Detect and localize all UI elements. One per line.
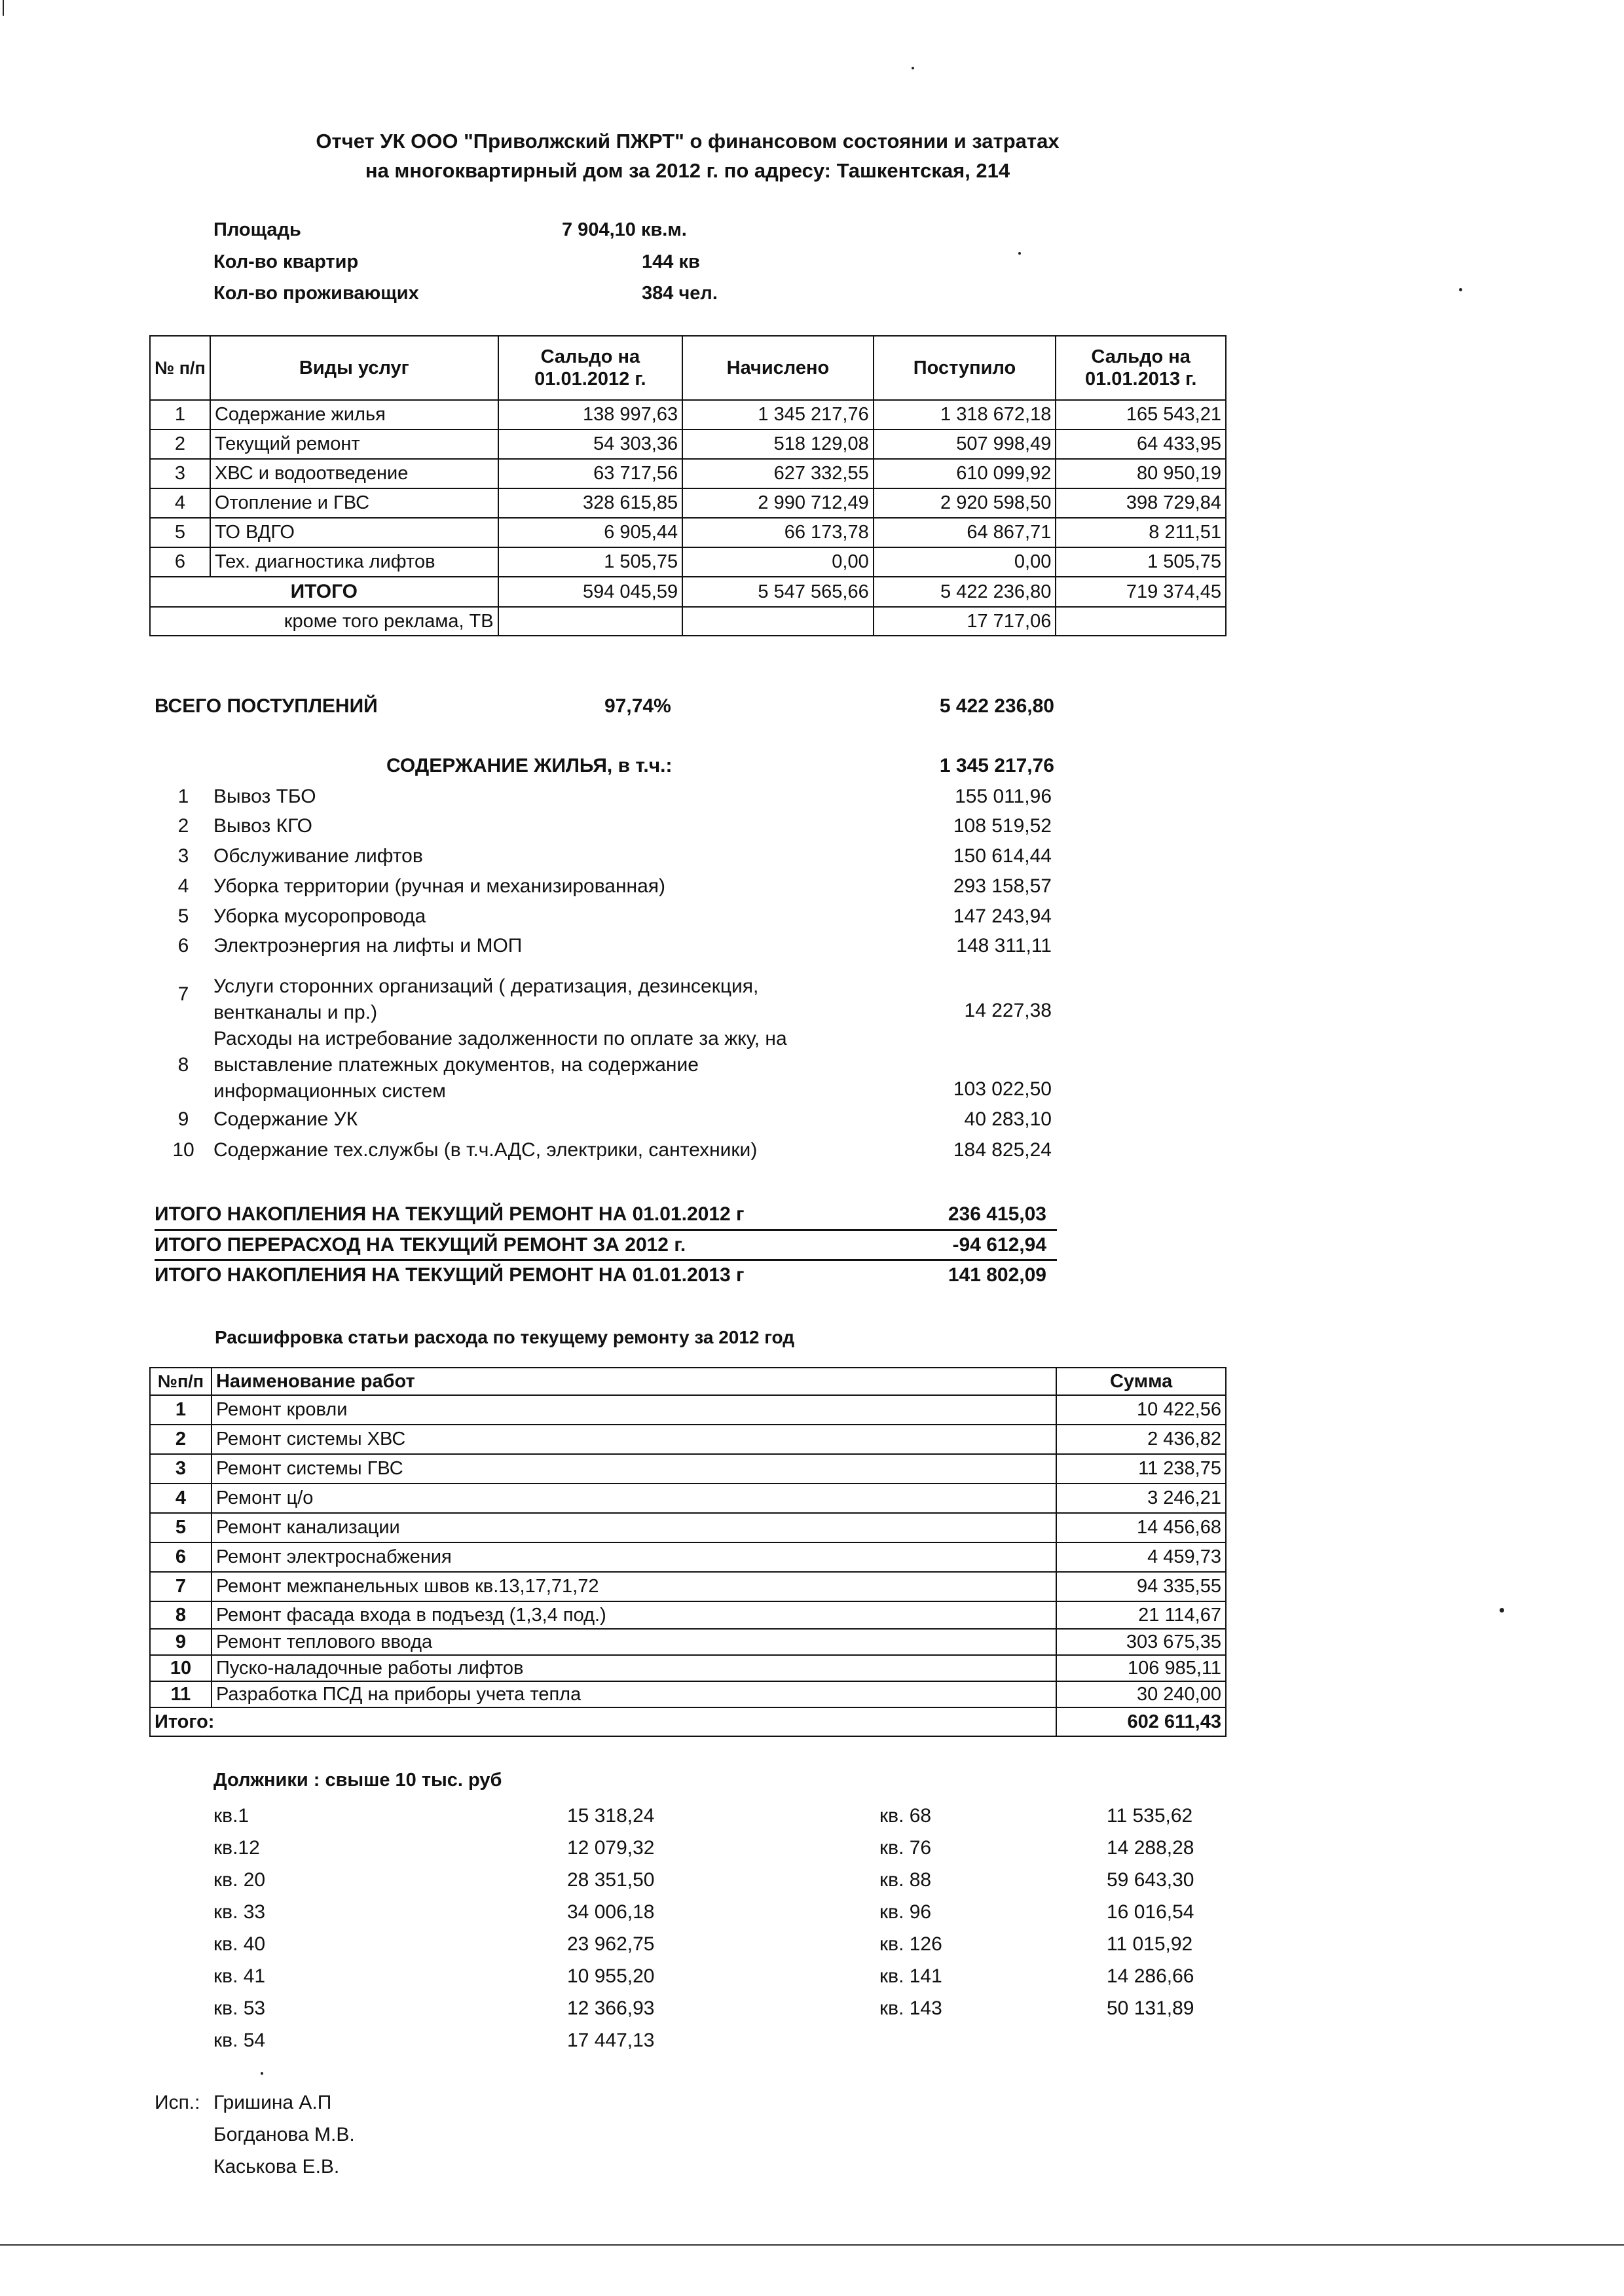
row-sum: 3 246,21 (1056, 1484, 1226, 1513)
item-amount: 148 311,11 (956, 935, 1052, 957)
extra-label: кроме того реклама, ТВ (150, 607, 498, 636)
executor-name: Богданова М.В. (213, 2124, 355, 2145)
table-row (150, 1454, 1226, 1484)
debtor-apartment: кв. 88 (879, 1869, 932, 1891)
debtor-apartment: кв.12 (213, 1837, 260, 1859)
col-header-service: Виды услуг (210, 336, 498, 400)
item-name: Содержание УК (213, 1108, 358, 1130)
item-num: 9 (177, 1108, 189, 1130)
row-saldo-start: 6 905,44 (498, 518, 683, 547)
debtor-amount: 15 318,24 (567, 1805, 655, 1827)
row-service: Содержание жилья (210, 400, 498, 429)
total-charged: 5 547 565,66 (682, 577, 874, 607)
table-row (150, 1395, 1226, 1425)
item-amount: 184 825,24 (953, 1139, 1052, 1161)
report-title-line2: на многоквартирный дом за 2012 г. по адресу: Ташкентская, 214 (365, 159, 1010, 182)
debtor-apartment: кв.1 (213, 1805, 249, 1827)
row-saldo-end: 64 433,95 (1056, 429, 1226, 459)
debtor-amount: 11 535,62 (1107, 1805, 1193, 1827)
debtor-apartment: кв. 96 (879, 1901, 932, 1923)
table-row (150, 1484, 1226, 1513)
item-amount: 40 283,10 (964, 1108, 1052, 1130)
debtor-apartment: кв. 141 (879, 1965, 942, 1987)
debtor-apartment: кв. 41 (213, 1965, 266, 1987)
row-saldo-end: 1 505,75 (1056, 547, 1226, 577)
item-amount: 14 227,38 (964, 1000, 1052, 1021)
item-num: 1 (177, 786, 189, 807)
item-name-line2: вентканалы и пр.) (213, 1002, 378, 1023)
item-name: Вывоз ТБО (213, 786, 316, 807)
table-row (150, 1601, 1226, 1629)
col-header-saldo-end: Сальдо на 01.01.2013 г. (1056, 336, 1226, 400)
table-row (150, 518, 1226, 547)
row-work: Ремонт кровли (212, 1395, 1056, 1425)
repair-summary-label: ИТОГО ПЕРЕРАСХОД НА ТЕКУЩИЙ РЕМОНТ ЗА 2012 г. (155, 1234, 686, 1256)
row-sum: 21 114,67 (1056, 1601, 1226, 1629)
repair-total-label: Итого: (150, 1707, 1056, 1736)
col-header-received: Поступило (874, 336, 1056, 400)
info-residents-value: 384 чел. (642, 283, 718, 304)
services-extra-row (150, 607, 1226, 636)
row-work: Ремонт системы ГВС (212, 1454, 1056, 1484)
executors-label: Исп.: (155, 2092, 200, 2113)
col-header-num: №п/п (150, 1368, 212, 1395)
repair-summary-amount: 236 415,03 (948, 1203, 1046, 1225)
maintenance-total: 1 345 217,76 (939, 755, 1054, 776)
row-num: 4 (150, 488, 210, 518)
row-sum: 106 985,11 (1056, 1655, 1226, 1681)
table-row (150, 547, 1226, 577)
repair-summary-label: ИТОГО НАКОПЛЕНИЯ НА ТЕКУЩИЙ РЕМОНТ НА 01.01.2012 г (155, 1203, 745, 1225)
row-saldo-start: 63 717,56 (498, 459, 683, 488)
row-saldo-start: 138 997,63 (498, 400, 683, 429)
scan-edge-mark (3, 0, 4, 16)
row-received: 0,00 (874, 547, 1056, 577)
row-saldo-start: 54 303,36 (498, 429, 683, 459)
repair-summary-amount: 141 802,09 (948, 1264, 1046, 1286)
row-received: 64 867,71 (874, 518, 1056, 547)
table-row (150, 1629, 1226, 1655)
item-name: Уборка мусоропровода (213, 905, 426, 927)
debtor-amount: 17 447,13 (567, 2030, 655, 2051)
debtor-apartment: кв. 20 (213, 1869, 266, 1891)
item-amount: 155 011,96 (955, 786, 1052, 807)
debtor-apartment: кв. 33 (213, 1901, 266, 1923)
table-row (150, 400, 1226, 429)
debtor-amount: 34 006,18 (567, 1901, 655, 1923)
table-row (150, 1681, 1226, 1707)
executor-name: Каськова Е.В. (213, 2156, 340, 2178)
row-charged: 518 129,08 (682, 429, 874, 459)
item-name-line1: Расходы на истребование задолженности по оплате за жку, на (213, 1028, 787, 1049)
row-charged: 627 332,55 (682, 459, 874, 488)
row-sum: 94 335,55 (1056, 1572, 1226, 1601)
debtor-amount: 16 016,54 (1107, 1901, 1194, 1923)
total-receipts-amount: 5 422 236,80 (939, 695, 1054, 717)
debtors-heading: Должники : свыше 10 тыс. руб (213, 1770, 502, 1791)
row-num: 7 (150, 1572, 212, 1601)
item-num: 8 (177, 1054, 189, 1076)
row-sum: 10 422,56 (1056, 1395, 1226, 1425)
row-work: Ремонт канализации (212, 1513, 1056, 1542)
debtor-apartment: кв. 68 (879, 1805, 932, 1827)
row-service: Отопление и ГВС (210, 488, 498, 518)
total-receipts-percent: 97,74% (604, 695, 671, 717)
repair-header-row (150, 1368, 1226, 1395)
row-num: 8 (150, 1601, 212, 1629)
table-row (150, 1572, 1226, 1601)
row-received: 610 099,92 (874, 459, 1056, 488)
row-work: Ремонт теплового ввода (212, 1629, 1056, 1655)
services-table (149, 335, 1227, 636)
item-num: 2 (177, 815, 189, 837)
row-sum: 303 675,35 (1056, 1629, 1226, 1655)
repair-total-row (150, 1707, 1226, 1736)
item-name-line1: Услуги сторонних организаций ( дератизация, дезинсекция, (213, 975, 759, 997)
item-name-line2: выставление платежных документов, на содержание (213, 1054, 699, 1076)
item-num: 5 (177, 905, 189, 927)
row-received: 2 920 598,50 (874, 488, 1056, 518)
debtor-apartment: кв. 40 (213, 1933, 266, 1955)
scan-speck (1018, 252, 1021, 255)
row-num: 6 (150, 1542, 212, 1572)
scan-speck (261, 2072, 263, 2075)
row-work: Ремонт ц/о (212, 1484, 1056, 1513)
col-header-num: № п/п (150, 336, 210, 400)
debtor-amount: 12 366,93 (567, 1997, 655, 2019)
row-service: ТО ВДГО (210, 518, 498, 547)
table-row (150, 1513, 1226, 1542)
col-header-charged: Начислено (682, 336, 874, 400)
table-row (150, 488, 1226, 518)
repair-summary-amount: -94 612,94 (952, 1234, 1046, 1256)
item-num: 7 (177, 983, 189, 1005)
info-apartments-value: 144 кв (642, 251, 700, 272)
row-charged: 2 990 712,49 (682, 488, 874, 518)
row-saldo-start: 1 505,75 (498, 547, 683, 577)
row-num: 3 (150, 1454, 212, 1484)
row-charged: 66 173,78 (682, 518, 874, 547)
row-charged: 0,00 (682, 547, 874, 577)
executor-name: Гришина А.П (213, 2092, 332, 2113)
debtor-apartment: кв. 53 (213, 1997, 266, 2019)
services-total-row (150, 577, 1226, 607)
row-service: Текущий ремонт (210, 429, 498, 459)
row-work: Разработка ПСД на приборы учета тепла (212, 1681, 1056, 1707)
row-saldo-end: 165 543,21 (1056, 400, 1226, 429)
row-num: 10 (150, 1655, 212, 1681)
row-received: 1 318 672,18 (874, 400, 1056, 429)
info-area-label: Площадь (213, 219, 301, 240)
row-num: 4 (150, 1484, 212, 1513)
item-num: 3 (177, 845, 189, 867)
row-work: Ремонт системы ХВС (212, 1425, 1056, 1454)
services-header-row (150, 336, 1226, 400)
row-sum: 11 238,75 (1056, 1454, 1226, 1484)
col-header-saldo-start: Сальдо на 01.01.2012 г. (498, 336, 683, 400)
row-work: Ремонт фасада входа в подъезд (1,3,4 под.) (212, 1601, 1056, 1629)
debtor-amount: 10 955,20 (567, 1965, 655, 1987)
item-amount: 108 519,52 (953, 815, 1052, 837)
row-saldo-start: 328 615,85 (498, 488, 683, 518)
total-received: 5 422 236,80 (874, 577, 1056, 607)
debtor-amount: 11 015,92 (1107, 1933, 1193, 1955)
item-name: Уборка территории (ручная и механизированная) (213, 875, 666, 897)
row-received: 507 998,49 (874, 429, 1056, 459)
table-row (150, 1542, 1226, 1572)
repair-breakdown-table (149, 1367, 1227, 1737)
row-num: 1 (150, 400, 210, 429)
scan-speck (912, 67, 914, 69)
row-sum: 2 436,82 (1056, 1425, 1226, 1454)
row-num: 5 (150, 1513, 212, 1542)
row-num: 1 (150, 1395, 212, 1425)
table-row (150, 1425, 1226, 1454)
row-num: 2 (150, 1425, 212, 1454)
debtor-amount: 59 643,30 (1107, 1869, 1194, 1891)
row-saldo-end: 8 211,51 (1056, 518, 1226, 547)
row-service: ХВС и водоотведение (210, 459, 498, 488)
item-name: Вывоз КГО (213, 815, 312, 837)
row-num: 6 (150, 547, 210, 577)
row-sum: 4 459,73 (1056, 1542, 1226, 1572)
item-amount: 293 158,57 (953, 875, 1052, 897)
divider (155, 1259, 1057, 1261)
debtor-apartment: кв. 126 (879, 1933, 942, 1955)
debtor-amount: 14 286,66 (1107, 1965, 1194, 1987)
row-saldo-end: 398 729,84 (1056, 488, 1226, 518)
col-header-work: Наименование работ (212, 1368, 1056, 1395)
info-residents-label: Кол-во проживающих (213, 283, 419, 304)
row-work: Ремонт электроснабжения (212, 1542, 1056, 1572)
maintenance-heading: СОДЕРЖАНИЕ ЖИЛЬЯ, в т.ч.: (386, 755, 673, 776)
row-num: 2 (150, 429, 210, 459)
row-num: 5 (150, 518, 210, 547)
table-row (150, 429, 1226, 459)
item-amount: 147 243,94 (953, 905, 1052, 927)
total-saldo-end: 719 374,45 (1056, 577, 1226, 607)
item-name: Обслуживание лифтов (213, 845, 423, 867)
debtor-amount: 50 131,89 (1107, 1997, 1194, 2019)
total-receipts-label: ВСЕГО ПОСТУПЛЕНИЙ (155, 695, 378, 717)
repair-summary-label: ИТОГО НАКОПЛЕНИЯ НА ТЕКУЩИЙ РЕМОНТ НА 01.01.2013 г (155, 1264, 745, 1286)
row-num: 9 (150, 1629, 212, 1655)
scan-bottom-line (0, 2244, 1624, 2246)
debtor-amount: 12 079,32 (567, 1837, 655, 1859)
item-num: 10 (172, 1139, 194, 1161)
item-num: 6 (177, 935, 189, 957)
row-service: Тех. диагностика лифтов (210, 547, 498, 577)
total-label: ИТОГО (150, 577, 498, 607)
item-amount: 103 022,50 (953, 1078, 1052, 1100)
row-saldo-end: 80 950,19 (1056, 459, 1226, 488)
item-name-line3: информационных систем (213, 1080, 446, 1102)
repair-breakdown-heading: Расшифровка статьи расхода по текущему ремонту за 2012 год (215, 1327, 795, 1347)
row-sum: 30 240,00 (1056, 1681, 1226, 1707)
row-sum: 14 456,68 (1056, 1513, 1226, 1542)
debtor-apartment: кв. 76 (879, 1837, 932, 1859)
row-num: 3 (150, 459, 210, 488)
total-saldo-start: 594 045,59 (498, 577, 683, 607)
item-num: 4 (177, 875, 189, 897)
table-row (150, 459, 1226, 488)
debtor-amount: 23 962,75 (567, 1933, 655, 1955)
row-num: 11 (150, 1681, 212, 1707)
table-row (150, 1655, 1226, 1681)
scan-speck (1500, 1608, 1504, 1613)
divider (155, 1229, 1057, 1231)
debtor-apartment: кв. 54 (213, 2030, 266, 2051)
scan-speck (1459, 288, 1462, 291)
item-name: Содержание тех.службы (в т.ч.АДС, электрики, сантехники) (213, 1139, 758, 1161)
row-work: Ремонт межпанельных швов кв.13,17,71,72 (212, 1572, 1056, 1601)
info-area-value: 7 904,10 кв.м. (562, 219, 687, 240)
info-apartments-label: Кол-во квартир (213, 251, 359, 272)
extra-received: 17 717,06 (874, 607, 1056, 636)
repair-total-sum: 602 611,43 (1056, 1707, 1226, 1736)
col-header-sum: Сумма (1056, 1368, 1226, 1395)
debtor-amount: 28 351,50 (567, 1869, 655, 1891)
item-name: Электроэнергия на лифты и МОП (213, 935, 523, 957)
row-work: Пуско-наладочные работы лифтов (212, 1655, 1056, 1681)
debtor-amount: 14 288,28 (1107, 1837, 1194, 1859)
debtor-apartment: кв. 143 (879, 1997, 942, 2019)
report-title-line1: Отчет УК ООО "Приволжский ПЖРТ" о финансовом состоянии и затратах (316, 130, 1060, 153)
row-charged: 1 345 217,76 (682, 400, 874, 429)
item-amount: 150 614,44 (953, 845, 1052, 867)
